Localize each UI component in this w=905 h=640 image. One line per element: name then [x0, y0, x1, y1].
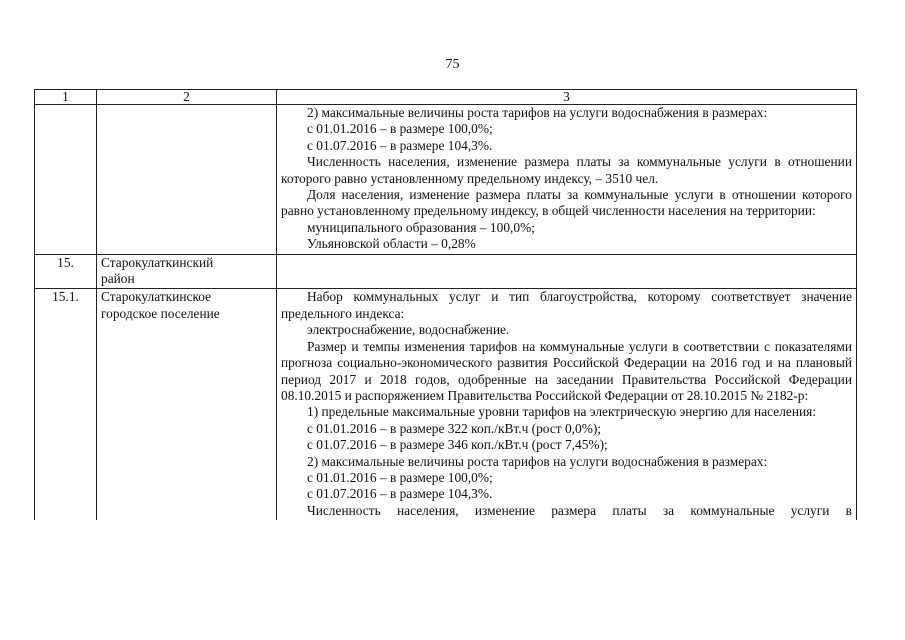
- paragraph: Доля населения, изменение размера платы за коммунальные услуги в отношении которого равно установленному предельному индексу, в общей численности населения на территории:: [281, 187, 852, 219]
- page-number: 75: [445, 57, 460, 72]
- paragraph: Набор коммунальных услуг и тип благоустройства, которому соответствует значение предельного индекса:: [281, 289, 852, 321]
- header-col-3: 3: [277, 90, 857, 105]
- row-number: [35, 105, 97, 255]
- municipality-name-line: Старокулаткинское: [101, 289, 212, 305]
- paragraph: 2) максимальные величины роста тарифов на услуги водоснабжения в размерах:: [307, 453, 768, 469]
- municipality-name: [97, 289, 277, 520]
- municipality-name-line: район: [101, 271, 135, 287]
- tariff-description: [277, 105, 857, 255]
- row-number: 15.1.: [35, 289, 97, 520]
- paragraph: с 01.01.2016 – в размере 100,0%;: [307, 121, 493, 137]
- paragraph: с 01.07.2016 – в размере 104,3%.: [307, 137, 493, 153]
- table-row: [35, 289, 857, 520]
- paragraph: Ульяновской области – 0,28%: [307, 236, 476, 252]
- paragraph: с 01.07.2016 – в размере 346 коп./кВт.ч (рост 7,45%);: [307, 437, 608, 453]
- table-row: [35, 254, 857, 289]
- municipality-name: [97, 105, 277, 255]
- paragraph: Размер и темпы изменения тарифов на коммунальные услуги в соответствии с показателями прогноза социально-экономического развития Российской Федерации на 2016 год и на плановый период 2017 и 2018 годов, одобренные на заседании Правительства Российской Федерации 08.10.2015 и распоряжением Правительства Российской Федерации от 28.10.2015 № 2182-р:: [281, 338, 852, 403]
- paragraph: 2) максимальные величины роста тарифов на услуги водоснабжения в размерах:: [307, 105, 768, 120]
- municipality-name: [97, 254, 277, 289]
- table-header-row: [35, 90, 857, 105]
- tariff-description: [277, 254, 857, 289]
- row-number: 15.: [35, 254, 97, 289]
- paragraph: Численность населения, изменение размера платы за коммунальные услуги в отношении которого равно установленному предельному индексу, – 3510 чел.: [281, 154, 852, 186]
- paragraph: Численность населения, изменение размера платы за коммунальные услуги в: [307, 502, 852, 518]
- paragraph: муниципального образования – 100,0%;: [307, 219, 535, 235]
- paragraph: электроснабжение, водоснабжение.: [307, 322, 510, 338]
- header-col-2: 2: [97, 90, 277, 105]
- tariff-table: [34, 89, 857, 520]
- paragraph: с 01.01.2016 – в размере 100,0%;: [307, 469, 493, 485]
- paragraph: с 01.07.2016 – в размере 104,3%.: [307, 486, 493, 502]
- tariff-description: [277, 289, 857, 520]
- table-row: [35, 105, 857, 255]
- municipality-name-line: Старокулаткинский: [101, 254, 214, 270]
- paragraph: с 01.01.2016 – в размере 322 коп./кВт.ч (рост 0,0%);: [307, 420, 602, 436]
- header-col-1: 1: [35, 90, 97, 105]
- municipality-name-line: городское поселение: [101, 305, 220, 321]
- paragraph: 1) предельные максимальные уровни тарифов на электрическую энергию для населения:: [307, 404, 817, 420]
